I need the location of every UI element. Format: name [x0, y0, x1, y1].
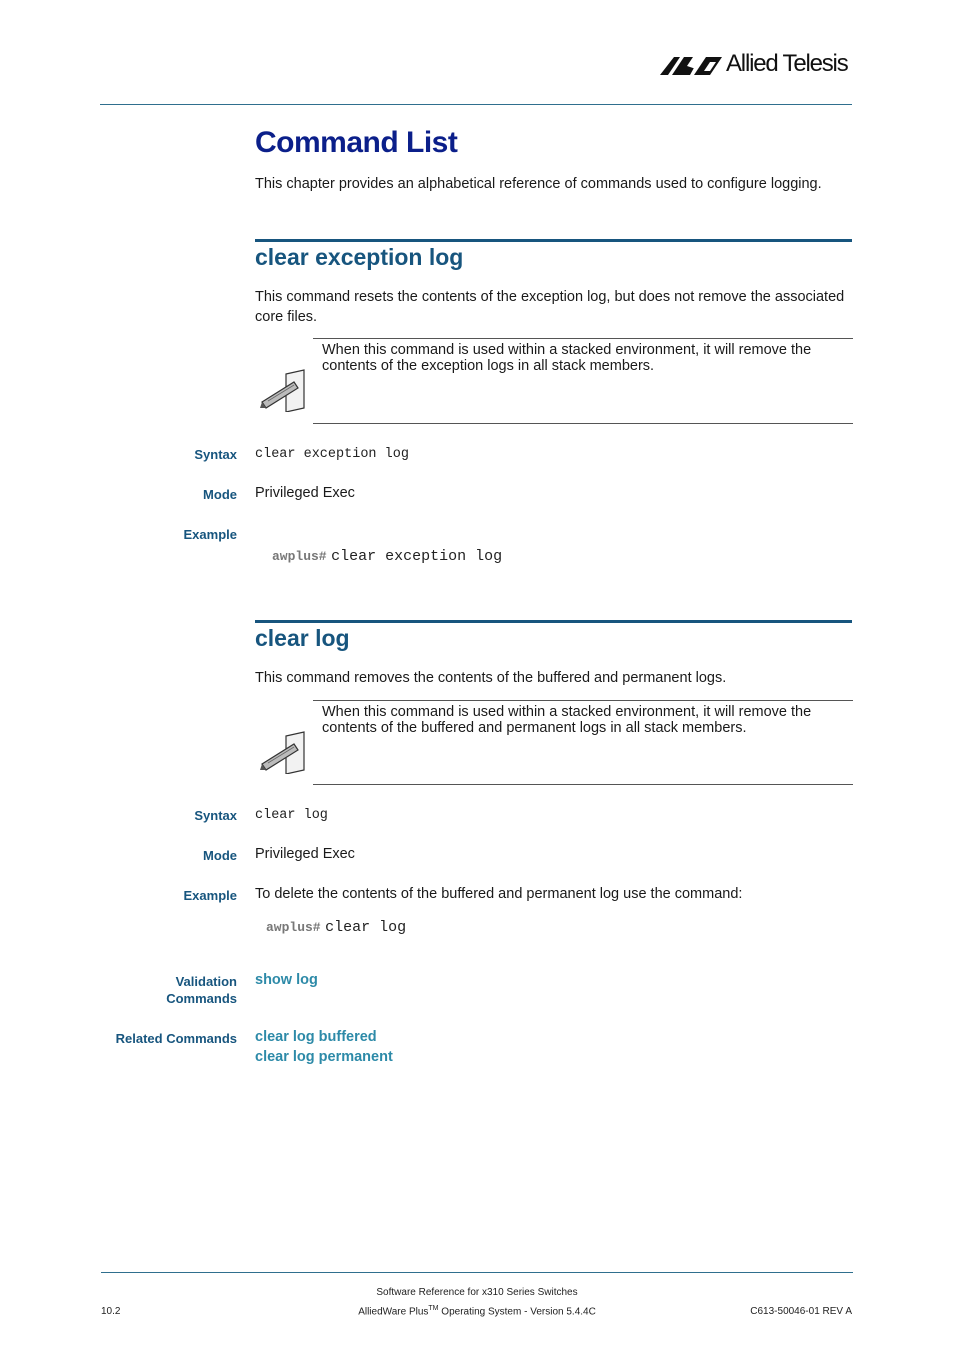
page-number: 10.2 [101, 1306, 121, 1317]
footer-trademark: TM [428, 1305, 439, 1312]
syntax-code: clear exception log [255, 447, 409, 462]
cli-prompt: awplus# [272, 549, 327, 564]
section-description: This command removes the contents of the buffered and permanent logs. [255, 670, 727, 686]
brand-name: Allied Telesis [726, 50, 848, 77]
example-text: To delete the contents of the buffered and permanent log use the command: [255, 886, 743, 902]
cli-command: clear exception log [331, 548, 503, 565]
example-code [266, 918, 406, 936]
section-rule [255, 239, 852, 242]
page-title: Command List [255, 126, 458, 159]
link-show-log[interactable]: show log [255, 972, 318, 988]
link-clear-log-buffered[interactable]: clear log buffered [255, 1029, 377, 1045]
note-bottom-rule [313, 423, 853, 424]
footer-product: AlliedWare Plus [358, 1306, 429, 1318]
syntax-code: clear log [255, 808, 328, 823]
note-pencil-icon [258, 730, 308, 774]
note-text: When this command is used within a stacked environment, it will remove the contents of the exception logs in all stack members. [322, 342, 812, 374]
header-rule [100, 104, 852, 105]
example-code [272, 547, 502, 565]
footer-version: Operating System - Version 5.4.4C [438, 1306, 596, 1318]
cli-prompt: awplus# [266, 920, 321, 935]
cli-command: clear log [325, 919, 407, 936]
link-clear-log-permanent[interactable]: clear log permanent [255, 1049, 393, 1065]
example-label: Example [183, 888, 237, 903]
mode-label: Mode [203, 487, 237, 502]
mode-value: Privileged Exec [255, 846, 355, 862]
footer-line1: Software Reference for x310 Series Switches [376, 1287, 578, 1298]
logo-mark-icon [660, 53, 724, 79]
section-description: This command resets the contents of the exception log, but does not remove the associated core files. [255, 289, 845, 325]
document-id: C613-50046-01 REV A [750, 1306, 852, 1317]
mode-value: Privileged Exec [255, 485, 355, 501]
section-title-clear-log: clear log [255, 625, 350, 651]
validation-commands-label [166, 973, 237, 1007]
intro-text: This chapter provides an alphabetical reference of commands used to configure logging. [255, 176, 822, 192]
validation-label-line1: Validation [175, 974, 237, 989]
note-top-rule [313, 700, 853, 701]
note-pencil-icon [258, 368, 308, 412]
syntax-label: Syntax [194, 447, 237, 462]
mode-label: Mode [203, 848, 237, 863]
allied-telesis-logo [660, 50, 855, 80]
section-rule [255, 620, 852, 623]
validation-label-line2: Commands [166, 991, 237, 1006]
note-top-rule [313, 338, 853, 339]
note-bottom-rule [313, 784, 853, 785]
note-text: When this command is used within a stacked environment, it will remove the contents of the buffered and permanent logs in all stack members. [322, 704, 812, 736]
section-title-clear-exception-log: clear exception log [255, 244, 464, 270]
syntax-label: Syntax [194, 808, 237, 823]
footer-rule [101, 1272, 853, 1273]
example-label: Example [183, 527, 237, 542]
related-commands-label: Related Commands [115, 1031, 237, 1046]
